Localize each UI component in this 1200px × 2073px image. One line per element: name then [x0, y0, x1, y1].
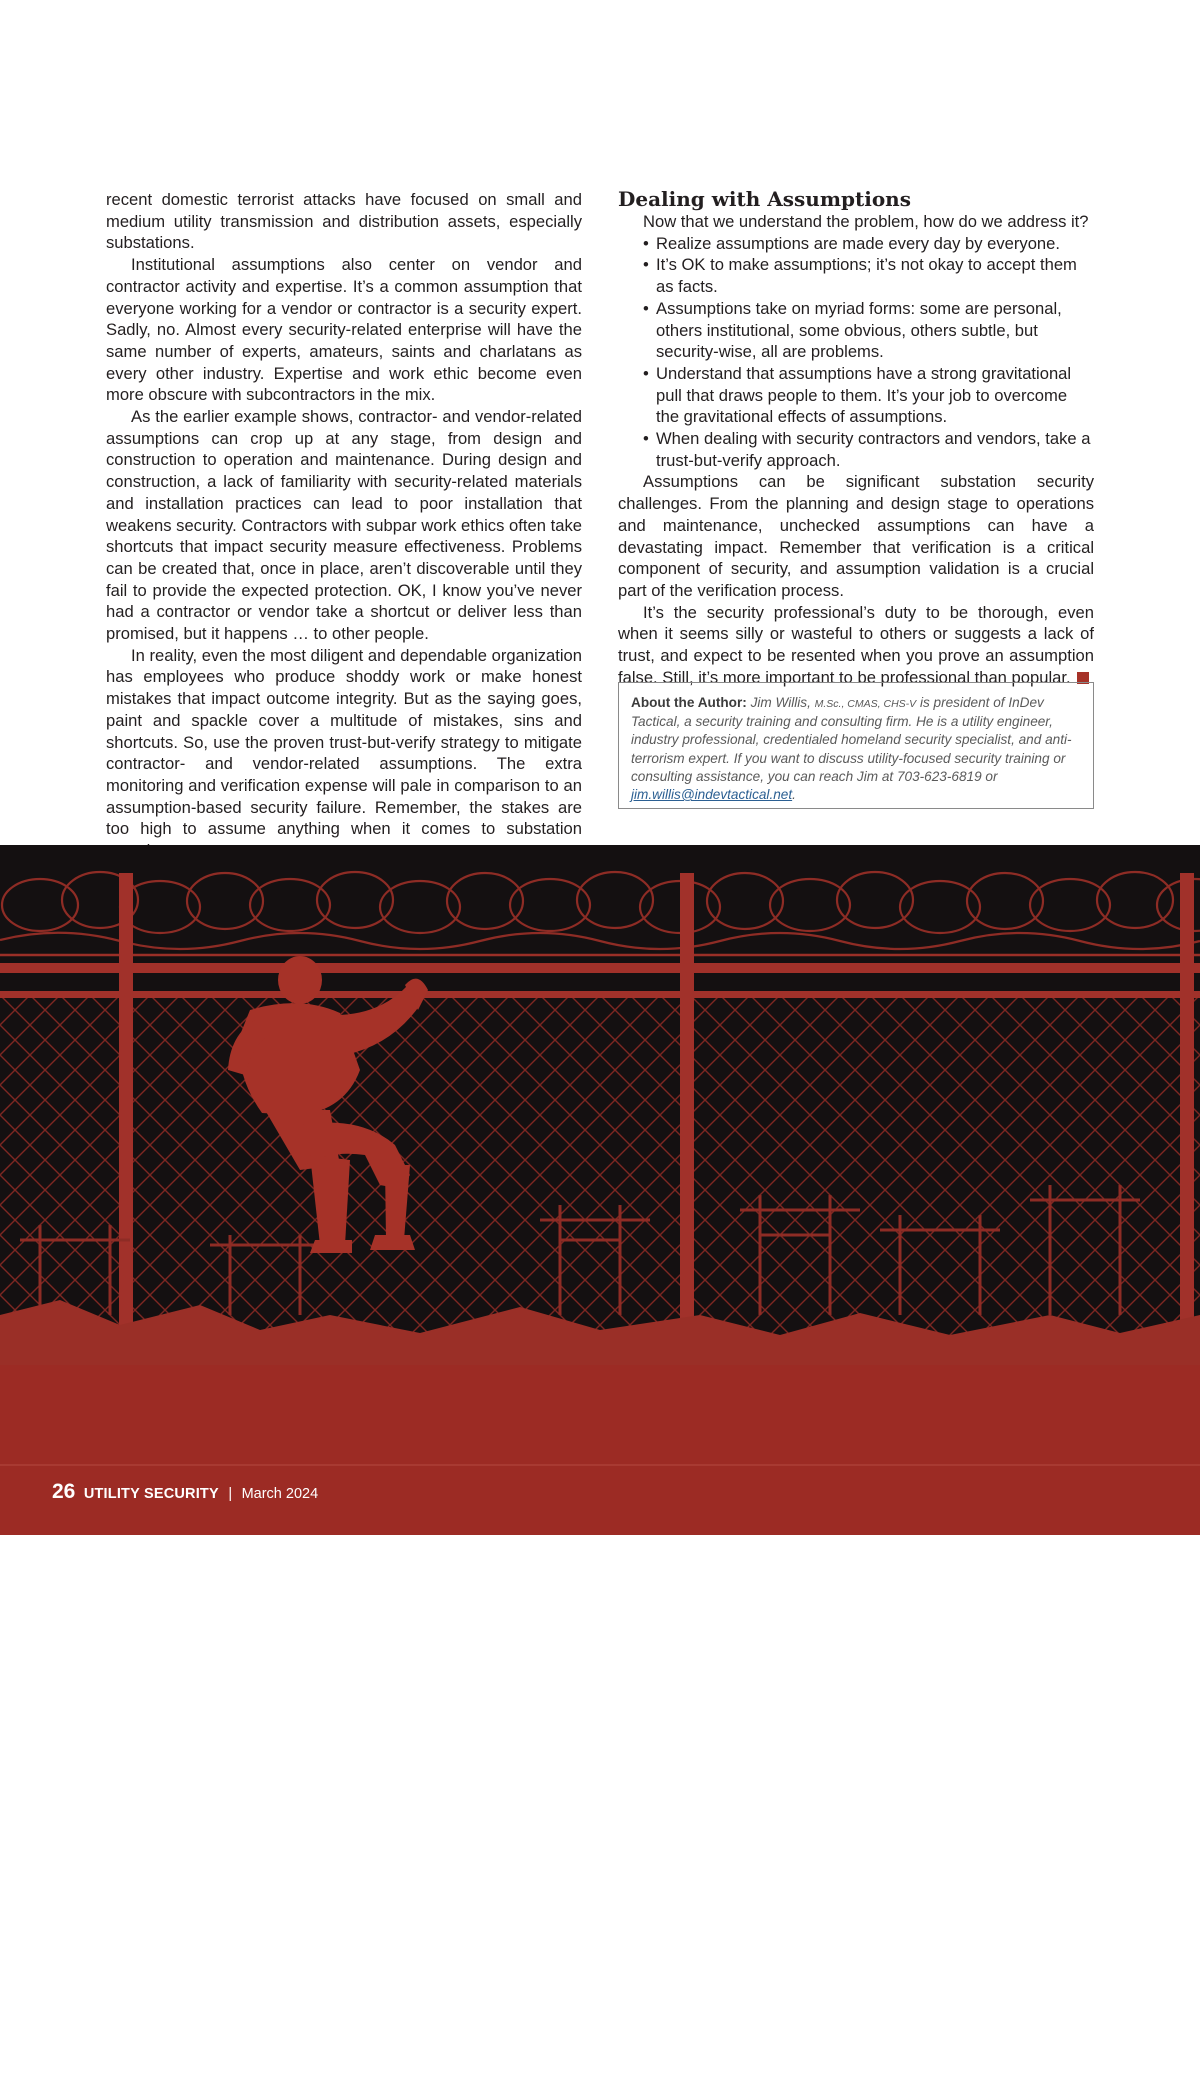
section-heading: Dealing with Assumptions	[618, 187, 911, 211]
fence-climber-image	[0, 845, 1200, 1535]
body-paragraph	[618, 602, 1094, 689]
author-bio	[631, 695, 1072, 802]
list-item: • Realize assumptions are made every day by everyone.	[643, 233, 1094, 255]
closing-text: It’s the security professional’s duty to be thorough, even when it seems silly or wasteful to others or suggests a lack of trust, and expect to be resented when you prove an assumption false. Still, it’s more important to be professional than popular.	[618, 602, 1094, 687]
body-paragraph: Assumptions can be significant substation security challenges. From the planning and design stage to operations and maintenance, unchecked assumptions can have a devastating impact. Remember that verification is a critical component of security, and assumption validation is a crucial part of the verification process.	[618, 472, 1094, 600]
section-intro: Now that we understand the problem, how do we address it?	[643, 212, 1089, 231]
footer-separator: |	[228, 1486, 233, 1502]
left-column	[106, 189, 582, 862]
list-item: • It’s OK to make assumptions; it’s not okay to accept them as facts.	[643, 254, 1094, 297]
right-column	[618, 187, 1094, 688]
bullet-list	[618, 233, 1094, 472]
page-number: 26	[52, 1480, 76, 1503]
author-bio-text: is president of InDev Tactical, a security training and consulting firm. He is a utility engineer, industry professional, credentialed homeland security specialist, and anti-terrorism expert. If you want to discuss utility-focused security training or consulting assistance, you can reach Jim at 703-623-6819 or	[631, 695, 1072, 784]
pull-quote: “Some of the most challenging and institutionally lazy assumptions revolve around notions that size matters to threat actors. The belief that only major utilities, generation facilities, high voltage transmission and bulk power substations need threat protection is prevalent throughout the industry. Assumptions of being ‘too small, remote or otherwise inconsequential to be targeted’ can lead to a nonchalant attitude and weak security.”	[516, 1870, 972, 2070]
magazine-name: UTILITY SECURITY	[83, 1486, 219, 1502]
author-box	[618, 682, 1094, 809]
body-paragraph: Institutional assumptions also center on vendor and contractor activity and expertise. It’s a common assumption that everyone working for a vendor or contractor is a security expert. Sadly, no. Almost every security-related enterprise will have the same number of experts, amateurs, saints and charlatans as every other industry. Expertise and work ethic become even more obscure with subcontractors in the mix.	[106, 255, 582, 405]
author-credentials: M.Sc., CMAS, CHS-V	[814, 698, 917, 710]
list-item: • When dealing with security contractors and vendors, take a trust-but-verify approach.	[643, 428, 1094, 471]
body-paragraph: As the earlier example shows, contractor- and vendor-related assumptions can crop up at any stage, from design and construction to operation and maintenance. During design and construction, a lack of familiarity with security-related materials and installation practices can lead to poor installation that weakens security. Contractors with subpar work ethics often take shortcuts that impact security measure effectiveness. Problems can be created that, once in place, aren’t discoverable until they fail to provide the expected protection. OK, I know you’ve never had a contractor or vendor take a shortcut or deliver less than promised, but it happens … to other people.	[106, 407, 582, 644]
body-paragraph: In reality, even the most diligent and dependable organization has employees who produce shoddy work or make honest mistakes that impact outcome integrity. But as the saying goes, paint and spackle cover a multitude of mistakes, sins and shortcuts. So, use the proven trust-but-verify strategy to mitigate contractor- and vendor-related assumptions. The extra monitoring and verification expense will pale in comparison to an assumption-based security failure. Remember, the stakes are too high to assume anything when it comes to substation	[106, 645, 582, 839]
page-footer	[52, 1480, 318, 1504]
issue-date: March 2024	[241, 1486, 319, 1502]
author-bio-end: .	[792, 787, 796, 803]
list-item: • Understand that assumptions have a strong gravitational pull that draws people to them. It’s your job to overcome the gravitational effects of assumptions.	[643, 363, 1094, 428]
author-email-link[interactable]: jim.willis@indevtactical.net	[631, 787, 793, 803]
body-paragraph: recent domestic terrorist attacks have focused on small and medium utility transmission and distribution assets, especially substations.	[106, 190, 582, 253]
photo-illustration	[0, 845, 1200, 2070]
author-name: Jim Willis,	[750, 695, 811, 710]
list-item: • Assumptions take on myriad forms: some are personal, others institutional, some obvious, others subtle, but security-wise, all are problems.	[643, 298, 1094, 363]
author-label: About the Author:	[631, 695, 747, 710]
